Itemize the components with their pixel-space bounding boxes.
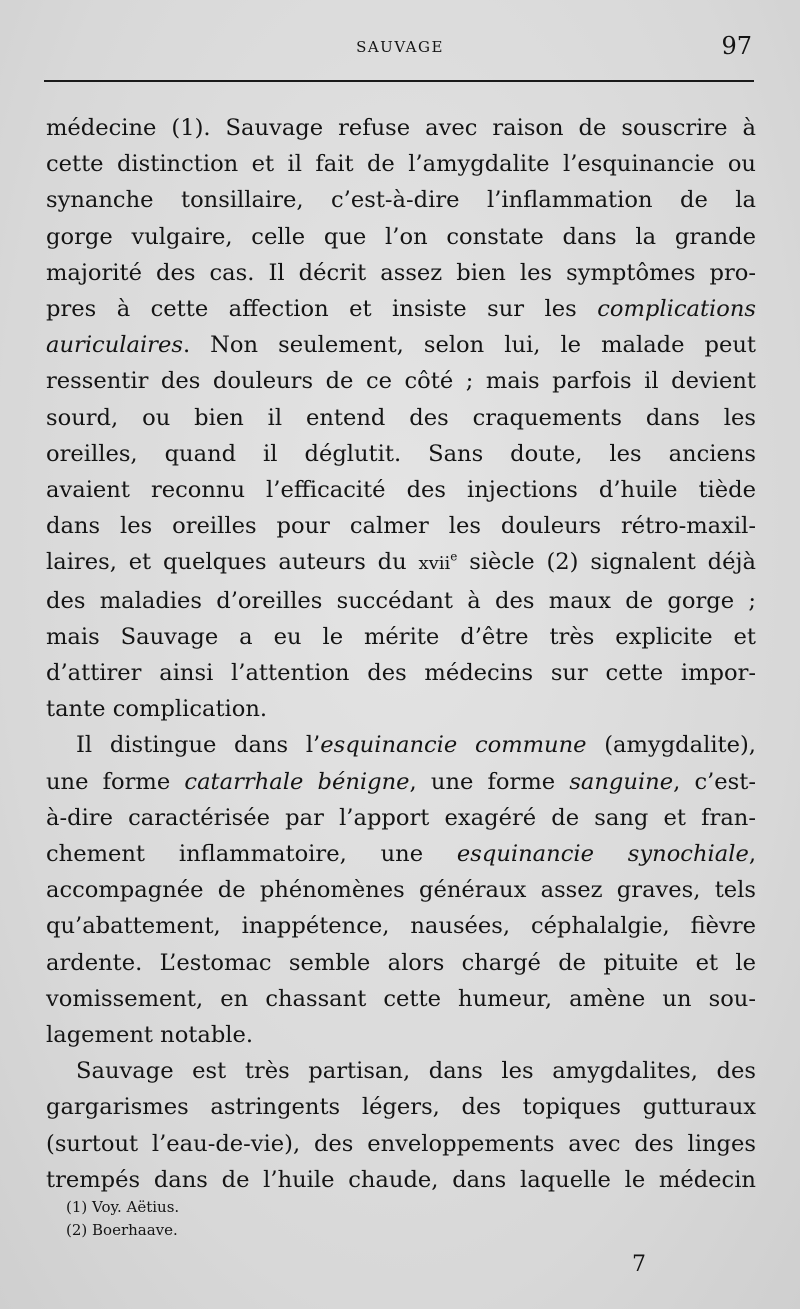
text-line: ressentir des douleurs de ce côté ; mais parfois il devient xyxy=(46,368,756,395)
text-line: majorité des cas. Il décrit assez bien les symptômes pro- xyxy=(46,259,756,286)
italic-term: esquinancie synochiale xyxy=(456,841,749,868)
page-number: 97 xyxy=(721,32,752,60)
text-line: avaient reconnu l’efficacité des injections d’huile tiède xyxy=(46,477,756,504)
text-line: gargarismes astringents légers, des topiques gutturaux xyxy=(46,1094,756,1121)
text-line xyxy=(46,544,756,582)
text-line: gorge vulgaire, celle que l’on constate dans la grande xyxy=(46,223,756,250)
text-run: une forme xyxy=(46,768,185,795)
text-line: lagement notable. xyxy=(46,1022,254,1049)
text-line: (surtout l’eau-de-vie), des enveloppements avec des linges xyxy=(46,1130,756,1157)
signature-mark: 7 xyxy=(632,1252,646,1277)
text-line: sourd, ou bien il entend des craquements dans les xyxy=(46,404,756,431)
text-line: médecine (1). Sauvage refuse avec raison de souscrire à xyxy=(46,115,756,141)
text-line: cette distinction et il fait de l’amygdalite l’esquinancie ou xyxy=(46,151,756,178)
text-line xyxy=(46,836,756,872)
paragraph-3 xyxy=(46,1053,756,1198)
text-line: accompagnée de phénomènes généraux assez graves, tels xyxy=(46,877,756,904)
footnote-2: (2) Boerhaave. xyxy=(66,1221,178,1239)
main-text xyxy=(46,110,756,1198)
text-line xyxy=(46,291,756,327)
running-head xyxy=(44,34,756,64)
text-line: oreilles, quand il déglutit. Sans doute, les anciens xyxy=(46,440,756,467)
text-run: laires, et quelques auteurs du xyxy=(46,549,419,576)
text-line: ardente. L’estomac semble alors chargé de pituite et le xyxy=(46,949,756,976)
text-line xyxy=(46,727,756,763)
header-rule xyxy=(44,80,754,82)
text-line: mais Sauvage a eu le mérite d’être très explicite et xyxy=(46,623,756,650)
text-run: Il distingue dans l’ xyxy=(76,732,321,759)
italic-term: complications xyxy=(597,296,756,323)
text-run: . Non seulement, selon lui, le malade peut xyxy=(182,332,756,359)
italic-term: esquinancie commune xyxy=(320,732,587,759)
text-line: Sauvage est très partisan, dans les amygdalites, des xyxy=(76,1058,756,1085)
text-run: (amygdalite), xyxy=(586,732,756,759)
text-line: à-dire caractérisée par l’apport exagéré de sang et fran- xyxy=(46,804,756,831)
text-run: , c’est- xyxy=(673,768,756,795)
text-run: chement inflammatoire, une xyxy=(46,841,457,868)
italic-term: sanguine xyxy=(569,768,674,795)
text-line: dans les oreilles pour calmer les douleurs rétro-maxil- xyxy=(46,513,756,540)
footnote-1: (1) Voy. Aëtius. xyxy=(66,1198,180,1216)
text-run: siècle (2) signalent déjà xyxy=(457,549,756,576)
text-line xyxy=(46,327,756,363)
italic-term: catarrhale bénigne xyxy=(184,768,410,795)
text-run: , une forme xyxy=(409,768,570,795)
text-run: pres à cette affection et insiste sur les xyxy=(46,296,598,323)
paragraph-1 xyxy=(46,110,756,727)
text-run: , xyxy=(748,841,756,868)
text-line: trempés dans de l’huile chaude, dans laquelle le médecin xyxy=(46,1166,756,1193)
text-line: tante complication. xyxy=(46,696,268,723)
text-line xyxy=(46,764,756,800)
century-numeral: xvii xyxy=(418,553,451,575)
paragraph-2 xyxy=(46,727,756,1053)
text-line: des maladies d’oreilles succédant à des maux de gorge ; xyxy=(46,587,756,614)
text-line: vomissement, en chassant cette humeur, amène un sou- xyxy=(46,985,756,1012)
text-line: qu’abattement, inappétence, nausées, céphalalgie, fièvre xyxy=(46,913,756,940)
italic-term: auriculaires xyxy=(46,332,183,359)
footnotes xyxy=(66,1196,179,1242)
running-title: SAUVAGE xyxy=(356,38,444,56)
superscript: e xyxy=(450,549,458,564)
text-line: d’attirer ainsi l’attention des médecins sur cette impor- xyxy=(46,660,756,687)
text-line: synanche tonsillaire, c’est-à-dire l’inflammation de la xyxy=(46,187,756,214)
